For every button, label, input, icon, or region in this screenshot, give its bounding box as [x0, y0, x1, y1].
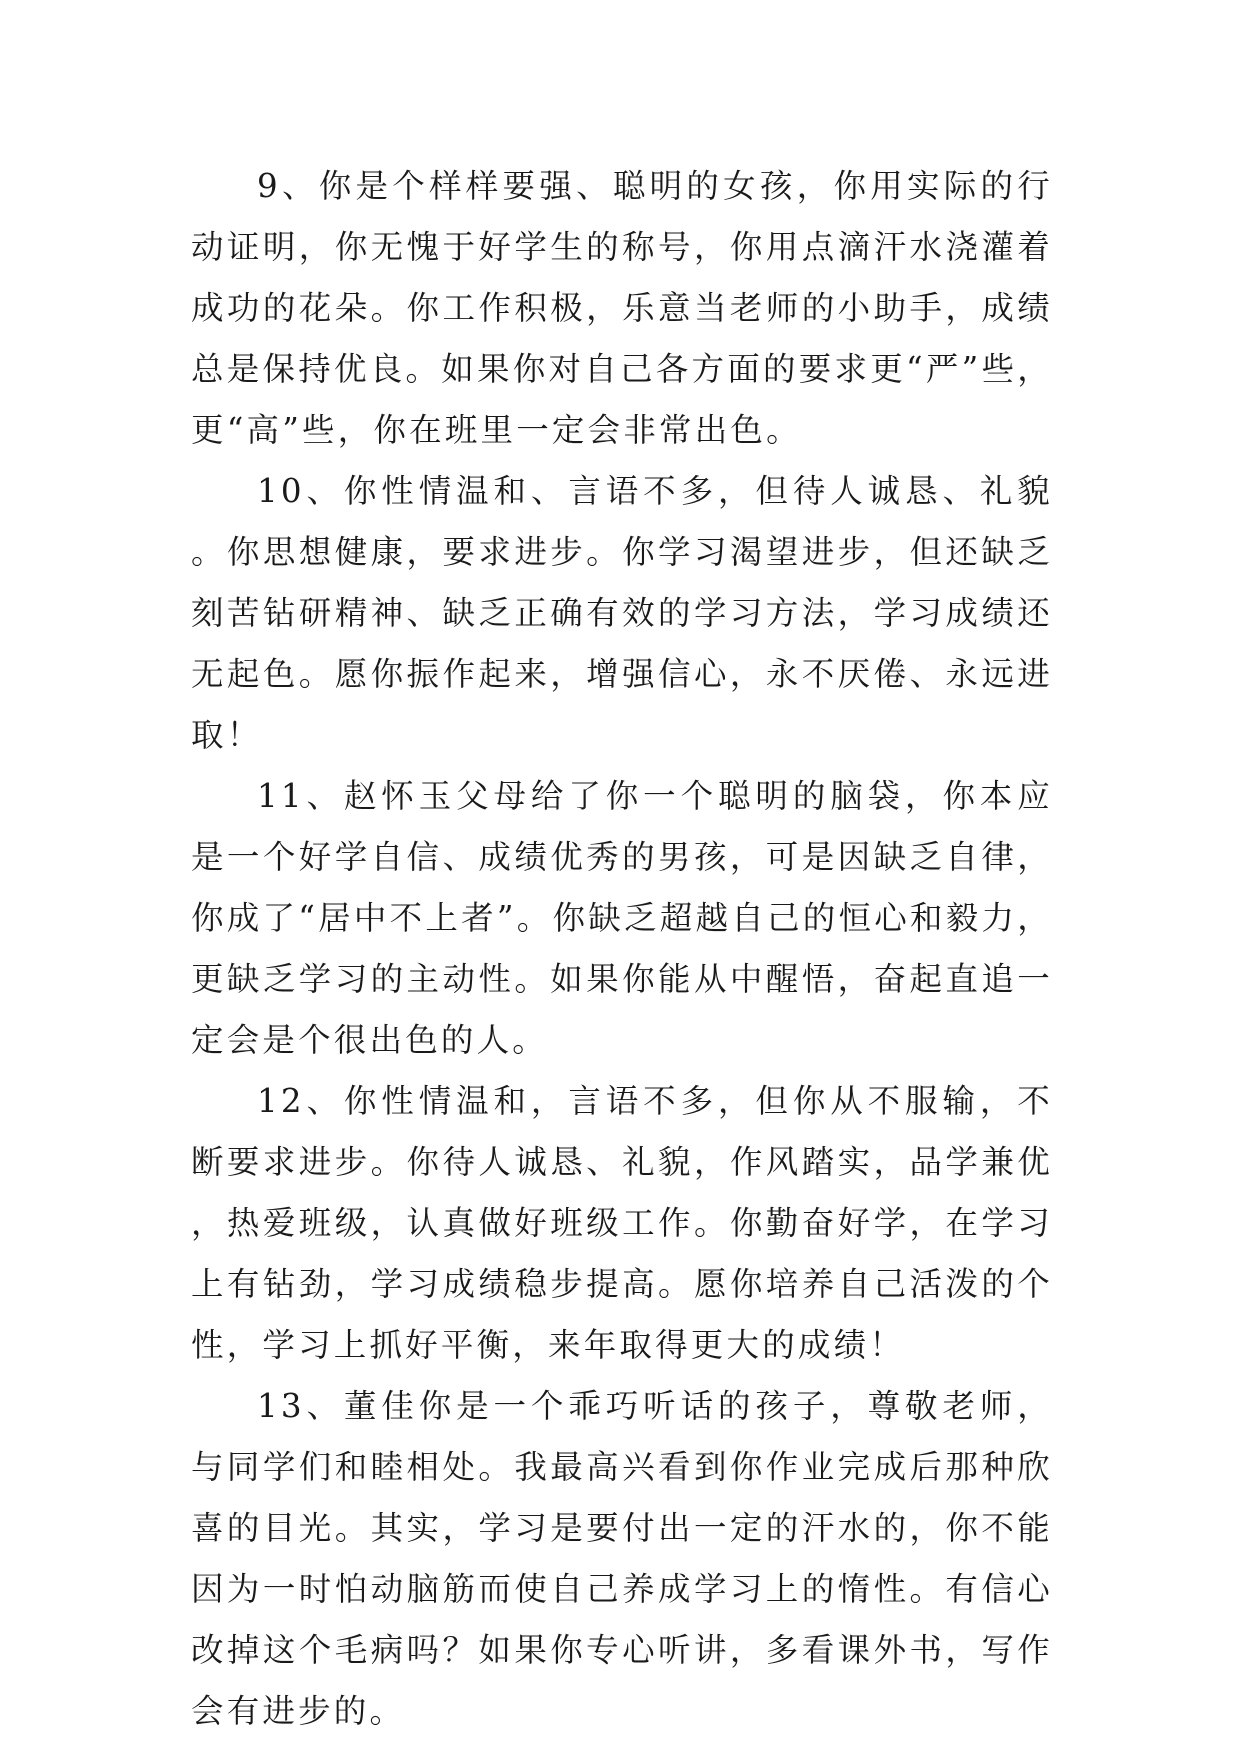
comment-paragraph-12: 12、你性情温和，言语不多，但你从不服输，不断要求进步。你待人诚恳、礼貌，作风踏实，品学兼优，热爱班级，认真做好班级工作。你勤奋好学，在学习上有钻劲，学习成绩稳步提高。愿你培养自己活泼的个性，学习上抓好平衡，来年取得更大的成绩！ [191, 1082, 1053, 1364]
comment-paragraph-9: 9、你是个样样要强、聪明的女孩，你用实际的行动证明，你无愧于好学生的称号，你用点滴汗水浇灌着成功的花朵。你工作积极，乐意当老师的小助手，成绩总是保持优良。如果你对自己各方面的要求更“严”些，更“高”些，你在班里一定会非常出色。 [191, 167, 1053, 449]
comment-paragraph-11: 11、赵怀玉父母给了你一个聪明的脑袋，你本应是一个好学自信、成绩优秀的男孩，可是因缺乏自律，你成了“居中不上者”。你缺乏超越自己的恒心和毅力，更缺乏学习的主动性。如果你能从中醒悟，奋起直追一定会是个很出色的人。 [191, 777, 1053, 1059]
comment-paragraph-10: 10、你性情温和、言语不多，但待人诚恳、礼貌。你思想健康，要求进步。你学习渴望进步，但还缺乏刻苦钻研精神、缺乏正确有效的学习方法，学习成绩还无起色。愿你振作起来，增强信心，永不厌倦、永远进取！ [191, 472, 1053, 754]
document-body [191, 156, 1053, 1742]
comment-paragraph-13: 13、董佳你是一个乖巧听话的孩子，尊敬老师，与同学们和睦相处。我最高兴看到你作业完成后那种欣喜的目光。其实，学习是要付出一定的汗水的，你不能因为一时怕动脑筋而使自己养成学习上的惰性。有信心改掉这个毛病吗？如果你专心听讲，多看课外书，写作会有进步的。 [191, 1387, 1053, 1730]
